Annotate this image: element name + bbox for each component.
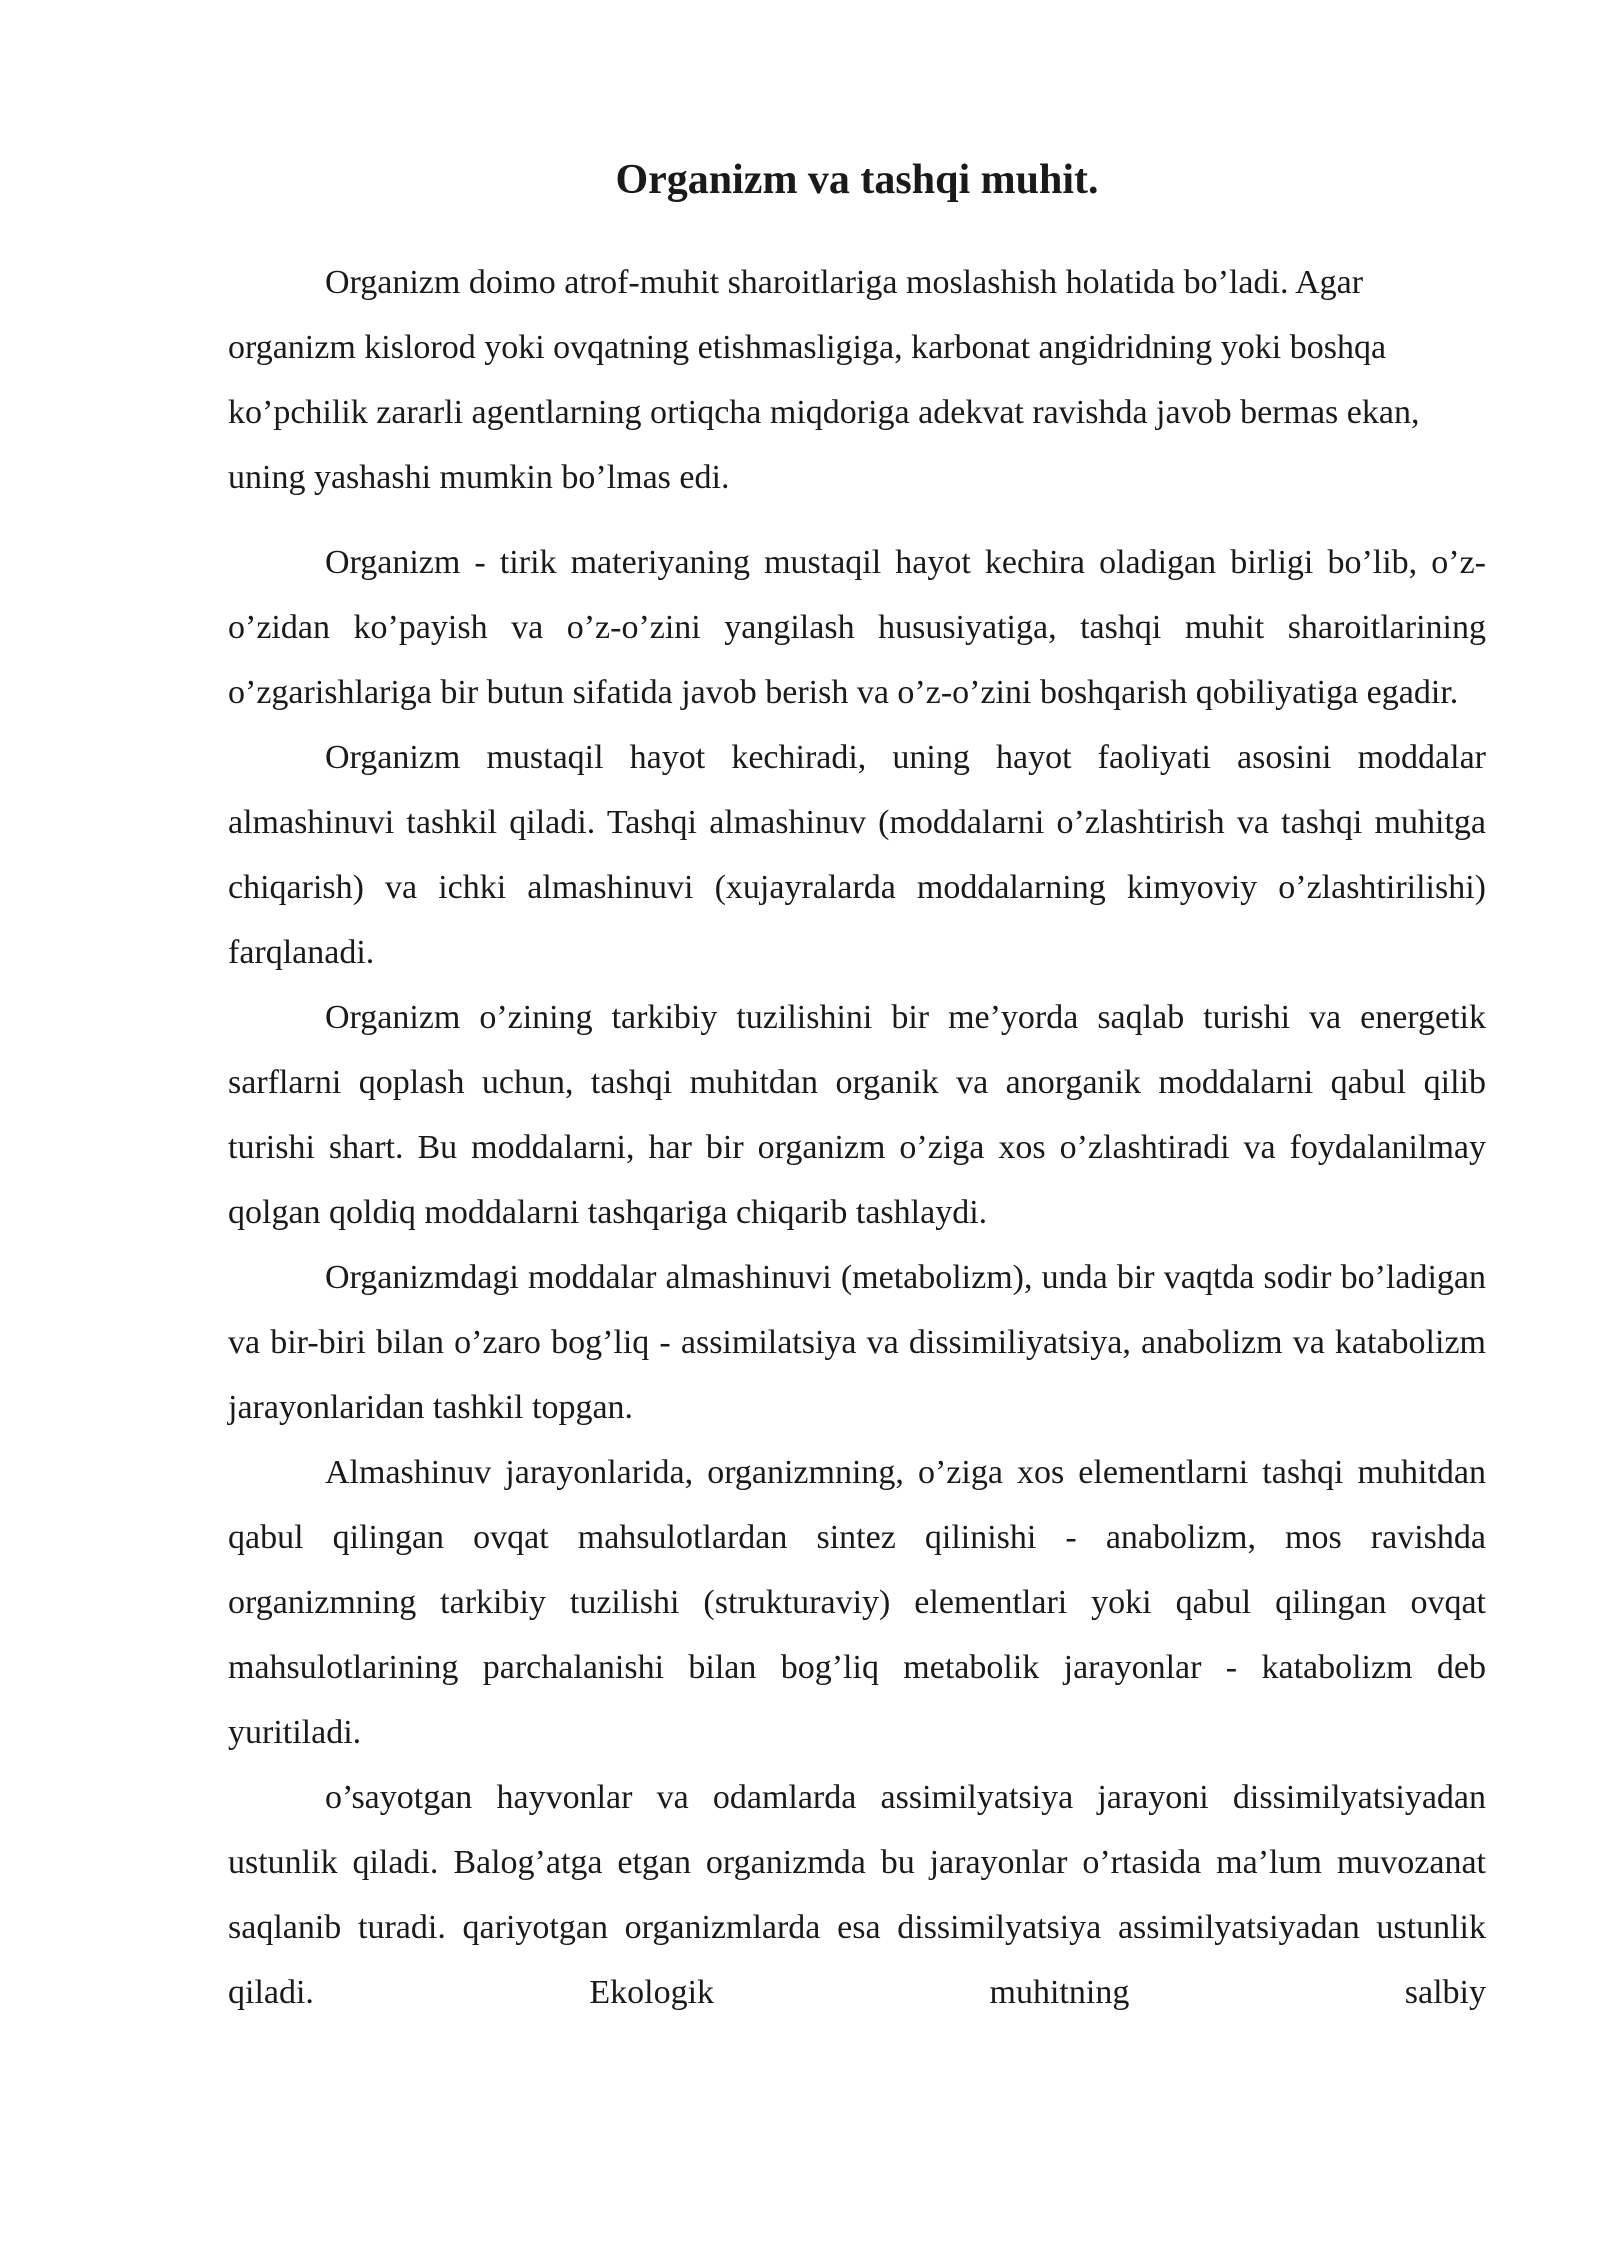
paragraph-5: Organizmdagi moddalar almashinuvi (metabolizm), unda bir vaqtda sodir bo’ladigan va bir-biri bilan o’zaro bog’liq - assimilatsiya va dissimiliyatsiya, anabolizm va katabolizm jarayonlaridan tashkil topgan.	[228, 1259, 1486, 1426]
paragraph-6: Almashinuv jarayonlarida, organizmning, o’ziga xos elementlarni tashqi muhitdan qabul qilingan ovqat mahsulotlardan sintez qilinishi - anabolizm, mos ravishda organizmning tarkibiy tuzilishi (strukturaviy) elementlari yoki qabul qilingan ovqat mahsulotlarining parchalanishi bilan bog’liq metabolik jarayonlar - katabolizm deb yuritiladi.	[228, 1454, 1486, 1751]
paragraph-4: Organizm o’zining tarkibiy tuzilishini bir me’yorda saqlab turishi va energetik sarflarni qoplash uchun, tashqi muhitdan organik va anorganik moddalarni qabul qilib turishi shart. Bu moddalarni, har bir organizm o’ziga xos o’zlashtiradi va foydalanilmay qolgan qoldiq moddalarni tashqariga chiqarib tashlaydi.	[228, 999, 1486, 1231]
document-body	[228, 150, 1486, 2025]
paragraph-2: Organizm - tirik materiyaning mustaqil hayot kechira oladigan birligi bo’lib, o’z-o’zidan ko’payish va o’z-o’zini yangilash hususiyatiga, tashqi muhit sharoitlarining o’zgarishlariga bir butun sifatida javob berish va o’z-o’zini boshqarish qobiliyatiga egadir.	[228, 544, 1486, 711]
paragraph-7: o’sayotgan hayvonlar va odamlarda assimilyatsiya jarayoni dissimilyatsiyadan ustunlik qiladi. Balog’atga etgan organizmda bu jarayonlar o’rtasida ma’lum muvozanat saqlanib turadi. qariyotgan organizmlarda esa dissimilyatsiya assimilyatsiyadan ustunlik qiladi. Ekologik muhitning salbiy	[228, 1779, 1486, 2011]
document-title: Organizm va tashqi muhit.	[615, 157, 1099, 203]
paragraph-1: Organizm doimo atrof-muhit sharoitlariga moslashish holatida bo’ladi. Agar organizm kislorod yoki ovqatning etishmasligiga, karbonat angidridning yoki boshqa ko’pchilik zararli agentlarning ortiqcha miqdoriga adekvat ravishda javob bermas ekan, uning yashashi mumkin bo’lmas edi.	[228, 264, 1420, 496]
paragraph-3: Organizm mustaqil hayot kechiradi, uning hayot faoliyati asosini moddalar almashinuvi tashkil qiladi. Tashqi almashinuv (moddalarni o’zlashtirish va tashqi muhitga chiqarish) va ichki almashinuvi (xujayralarda moddalarning kimyoviy o’zlashtirilishi) farqlanadi.	[228, 739, 1486, 971]
